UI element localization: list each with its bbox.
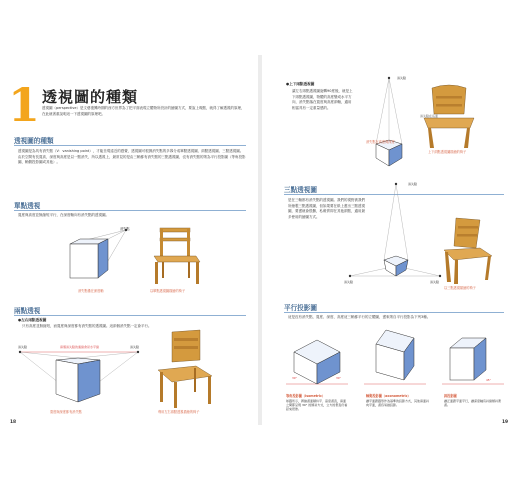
oblique-caption-title: 斜投影圖 <box>444 394 457 398</box>
vertical-two-point-box-caption: 消失點在高度與深度 <box>366 140 395 144</box>
axonometric-cube-diagram <box>362 326 428 392</box>
one-point-chair-caption: 以單點透視圖描繪的椅子 <box>150 289 186 293</box>
three-point-text: 是在三軸都有消失點的透視圖。我們的視野被我們所繪製三點透視圖，但如果要在紙上畫出三點透視圖，要畫就會很難，私穀實即在其他兩點，適用最多使用的繪圖方式。 <box>288 198 365 219</box>
three-point-vp-top-label: 消失點 <box>408 182 418 186</box>
three-point-chair-caption: 以三點透視描繪的椅子 <box>444 286 476 290</box>
vanishing-point-right-label: 消失點 <box>130 345 140 349</box>
isometric-angle-left: 30° <box>292 376 297 380</box>
two-point-text: 只有高度並無縮短，而寬度與深度都有消失點的透視圖。這兩個消失點一定會平行。 <box>22 324 152 328</box>
axonometric-caption-title: 軸側投影圖（axonometric） <box>366 394 411 398</box>
oblique-cube-diagram <box>440 330 506 392</box>
three-point-vp-left-label: 消失點 <box>344 280 354 284</box>
section-divider <box>14 315 246 316</box>
three-point-chair-illustration <box>436 214 496 286</box>
axonometric-caption-text: 讓平面跟圖形作為基準的投影方式，其他兩面斜向平面，畫容易做投影。 <box>366 399 430 407</box>
two-point-box-caption: 寬度與深度都有消失點 <box>50 410 82 414</box>
section-heading-types: 透視圖的種類 <box>14 137 54 145</box>
one-point-text: 寬度與高度並無縮短平行，在深度軸向有消失點的透視圖。 <box>18 213 109 217</box>
vanishing-point-top-label: 消失點 <box>397 76 407 80</box>
section-heading-three-point: 三點透視圖 <box>284 186 317 194</box>
two-point-subheading: ●左右兩點透視圖 <box>18 318 47 322</box>
three-point-vp-right-label: 消失點 <box>430 280 440 284</box>
page-title: 透視圖的種類 <box>42 88 139 106</box>
oblique-caption-text: 讓正面跟平面平行，讓深度軸有斜線傾斜著畫。 <box>444 399 502 407</box>
section-heading-one-point: 單點透視 <box>14 202 41 210</box>
section-types-text: 透視圖是為具有消失點（V：vanishing point），才能呈現遠近的感覺，透視圖可根據消失點的多寡分成單點透視圖、兩點透視圖、三點透視圖。由於空間有長寬高，深度與高度是以一點消失，所以透視上，最常見的是由三軸都有消失點的三點透視圖，沒有消失點的則為平行投影圖（等角投影圖、軸側投影圖或其他）。 <box>18 149 246 165</box>
chapter-number: 1 <box>8 78 41 132</box>
section-divider <box>14 145 246 146</box>
two-point-chair-caption: 利用左右兩點透視描繪的椅子 <box>158 410 200 414</box>
oblique-angle-right: 45° <box>486 378 491 382</box>
two-point-vertical-text: 讓左右兩點透視圖旋轉90度後，就是上下兩點透視圖，物體的高度變成水平方向，消失點落在寬度與高度兩軸，適用相當具有一定重量感的。 <box>292 89 353 110</box>
vertical-two-point-diagram <box>362 74 416 174</box>
vanishing-point-label: 消失點 <box>120 227 130 231</box>
intro-text: 透視圖（perspective）是文藝復興時期的西方世界為了把平面表現立體物所設計的繪圖方式，要說上幾點，就得了解透視的原理，在此就著重說明這一下透視圖的原理吧。 <box>42 106 245 116</box>
isometric-caption-title: 等角投影圖（isometric） <box>286 394 326 398</box>
one-point-box-diagram <box>60 222 160 292</box>
section-heading-parallel: 平行投影圖 <box>284 304 317 312</box>
vanishing-point-left-label: 消失點 <box>18 345 28 349</box>
one-point-box-caption: 消失點僅在深度軸 <box>78 289 104 293</box>
page-number-left: 18 <box>10 420 17 425</box>
book-spine <box>258 55 262 425</box>
one-point-chair-illustration <box>148 224 210 288</box>
vanishing-point-bottom-label: 消失點在底面 <box>420 114 439 118</box>
three-point-diagram <box>344 180 444 300</box>
horizon-line-label: 兩個消失點的連線會是水平線 <box>60 345 100 349</box>
parallel-text: 這是沒有消失點，寬度、深度、高度這三軸都平行的立體圖，畫來則自平行投影為下列3種。 <box>288 315 431 319</box>
isometric-angle-right: 30° <box>336 376 341 380</box>
isometric-caption-text: 如圖所示，將繪畫面積持平、高度畫直，兩面之間都呈現 30° 的傾斜方式，立方的垂直仍看起來很像。 <box>286 399 348 411</box>
page-number-right: 19 <box>502 420 509 425</box>
isometric-cube-diagram <box>284 334 350 392</box>
section-divider <box>284 312 504 313</box>
section-divider <box>14 210 246 211</box>
two-point-vertical-subheading: ●上下兩點透視圖 <box>286 82 315 86</box>
vertical-two-point-chair-caption: 上下兩點透視圖描繪的椅子 <box>428 150 467 154</box>
two-point-chair-illustration <box>150 326 222 410</box>
section-heading-two-point: 兩點透視 <box>14 307 41 315</box>
two-point-box-diagram <box>16 340 144 412</box>
